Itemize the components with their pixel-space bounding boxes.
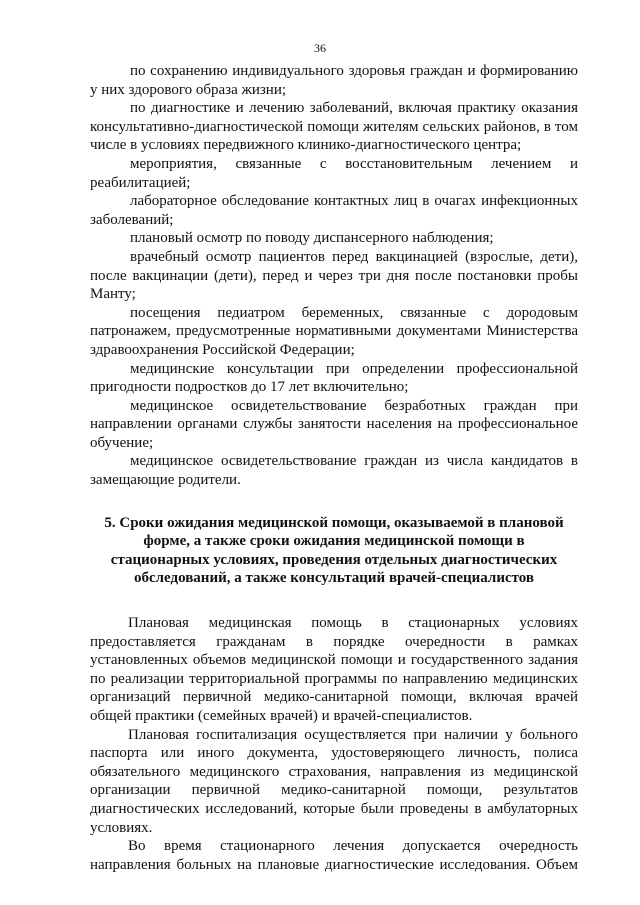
page-number: 36 bbox=[314, 41, 326, 55]
list-item: посещения педиатром беременных, связанные с дородовым патронажем, предусмотренные нормативными документами Министерства здравоохранения Российской Федерации; bbox=[90, 304, 578, 358]
list-item: лабораторное обследование контактных лиц в очагах инфекционных заболеваний; bbox=[90, 193, 578, 228]
body-paragraph: Плановая госпитализация осуществляется при наличии у больного паспорта или иного документа, удостоверяющего личность, полиса обязательного медицинского страхования, направления из медицинской организации первичной медико-санитарной помощи, результатов диагностических исследований, которые были проведены в амбулаторных условиях. bbox=[90, 726, 578, 836]
list-item: медицинское освидетельствование граждан из числа кандидатов в замещающие родители. bbox=[90, 453, 578, 489]
page-content bbox=[90, 62, 578, 874]
list-item: медицинские консультации при определении профессиональной пригодности подростков до 17 лет включительно; bbox=[90, 360, 578, 396]
list-item: по сохранению индивидуального здоровья граждан и формированию у них здорового образа жизни; bbox=[90, 63, 578, 98]
section-heading: 5. Сроки ожидания медицинской помощи, оказываемой в плановой форме, а также сроки ожидания медицинской помощи в стационарных условиях, проведения отдельных диагностических обследований, а также консультаций врачей-специалистов bbox=[104, 514, 564, 587]
body-paragraph: Плановая медицинская помощь в стационарных условиях предоставляется гражданам в порядке очередности в рамках установленных объемов медицинской помощи и государственного задания по реализации территориальной программы по направлению медицинских организаций первичной медико-санитарной помощи, включая врачей общей практики (семейных врачей) и врачей-специалистов. bbox=[90, 615, 578, 724]
list-item: врачебный осмотр пациентов перед вакцинацией (взрослые, дети), после вакцинации (дети), перед и через три дня после постановки пробы Манту; bbox=[90, 248, 578, 303]
list-item: мероприятия, связанные с восстановительным лечением и реабилитацией; bbox=[90, 155, 578, 191]
list-item: плановый осмотр по поводу диспансерного наблюдения; bbox=[130, 230, 494, 247]
body-paragraph: Во время стационарного лечения допускается очередность направления больных на плановые диагностические исследования. Объем bbox=[90, 838, 578, 873]
list-item: по диагностике и лечению заболеваний, включая практику оказания консультативно-диагностической помощи жителям сельских районов, в том числе в условиях передвижного клинико-диагностического центра; bbox=[90, 100, 578, 154]
list-item: медицинское освидетельствование безработных граждан при направлении органами службы занятости населения на профессиональное обучение; bbox=[90, 397, 578, 451]
